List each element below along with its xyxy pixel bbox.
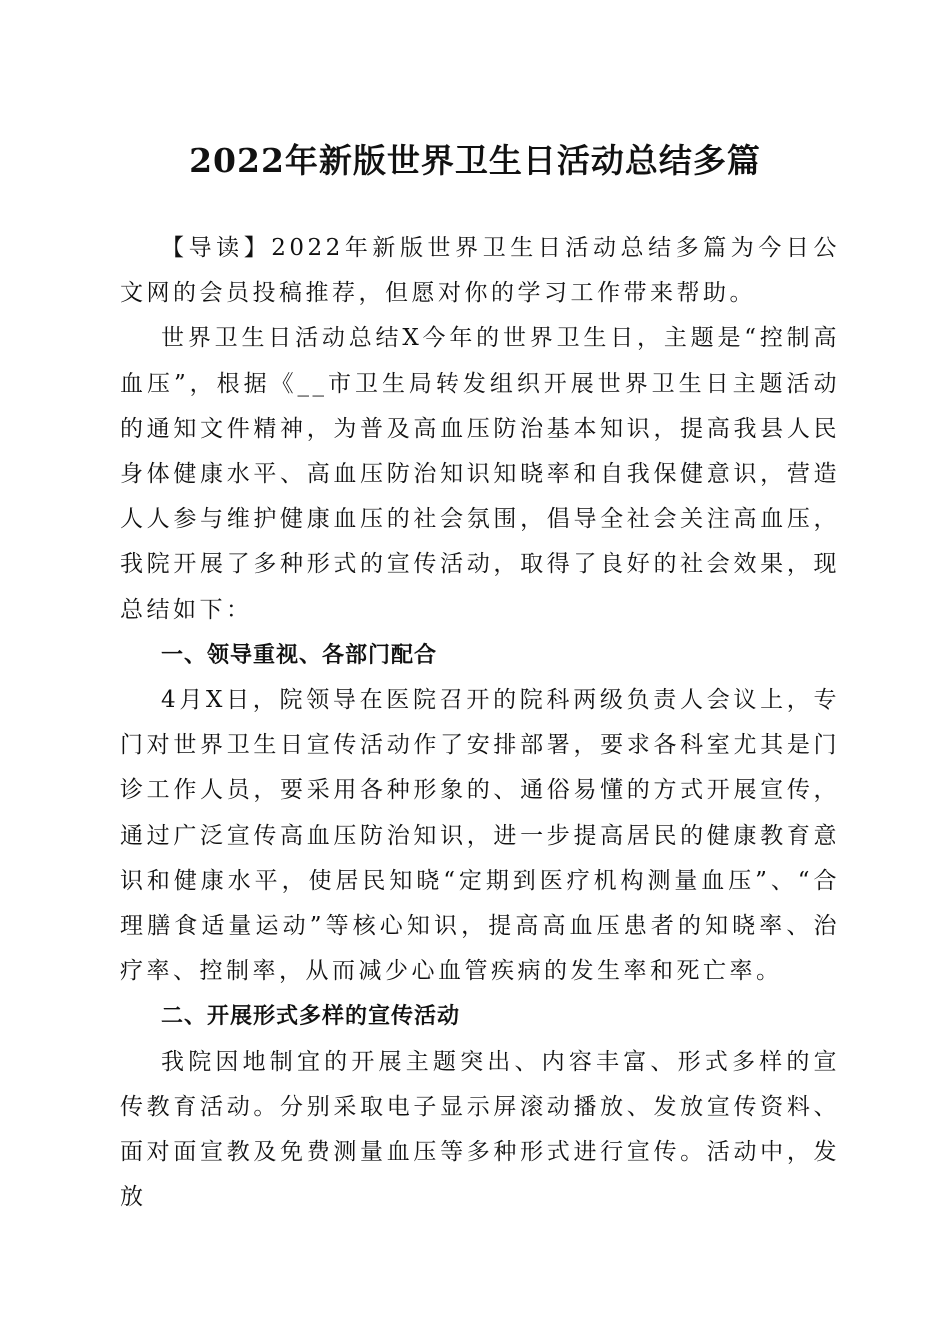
section-heading-1: 一、领导重视、各部门配合	[161, 642, 438, 668]
document-title: 2022年新版世界卫生日活动总结多篇	[189, 141, 761, 180]
section-2-paragraph: 我院因地制宜的开展主题突出、内容丰富、形式多样的宣传教育活动。分别采取电子显示屏滚动播放、发放宣传资料、面对面宣教及免费测量血压等多种形式进行宣传。活动中，发放	[120, 1048, 840, 1211]
summary-paragraph: 世界卫生日活动总结X今年的世界卫生日，主题是“控制高血压”，根据《__市卫生局转发组织开展世界卫生日主题活动的通知文件精神，为普及高血压防治基本知识，提高我县人民身体健康水平、高血压防治知识知晓率和自我保健意识，营造人人参与维护健康血压的社会氛围，倡导全社会关注高血压，我院开展了多种形式的宣传活动，取得了良好的社会效果，现总结如下：	[120, 325, 840, 623]
section-heading-2: 二、开展形式多样的宣传活动	[161, 1004, 461, 1030]
section-1-paragraph: 4月X日，院领导在医院召开的院科两级负责人会议上，专门对世界卫生日宣传活动作了安排部署，要求各科室尤其是门诊工作人员，要采用各种形象的、通俗易懂的方式开展宣传，通过广泛宣传高血压防治知识，进一步提高居民的健康教育意识和健康水平，使居民知晓“定期到医疗机构测量血压”、“合理膳食适量运动”等核心知识，提高高血压患者的知晓率、治疗率、控制率，从而减少心血管疾病的发生率和死亡率。	[120, 687, 840, 985]
document-body	[120, 226, 840, 1220]
intro-paragraph: 【导读】2022年新版世界卫生日活动总结多篇为今日公文网的会员投稿推荐，但愿对你的学习工作带来帮助。	[120, 235, 840, 307]
